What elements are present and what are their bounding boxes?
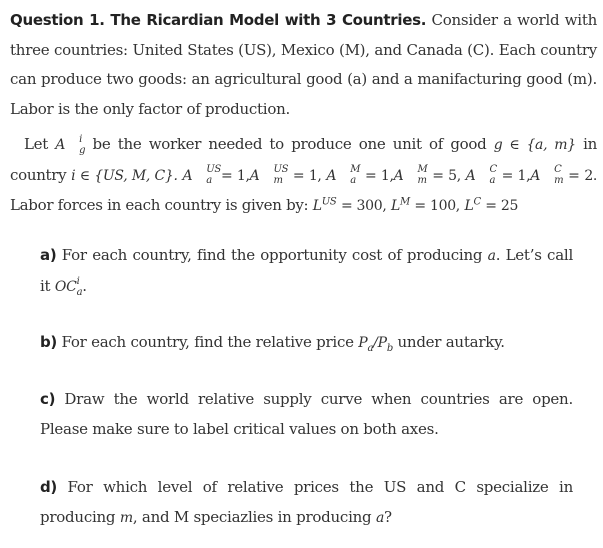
part-d-end: ? xyxy=(384,508,392,526)
setup-text: be the worker needed to produce one unit of good xyxy=(92,135,487,153)
question-intro xyxy=(10,0,597,124)
part-b-label: b) xyxy=(40,333,57,351)
labor-text: Labor forces in each country is given by: xyxy=(10,196,309,214)
intro-text: Consider a world with three countries: United States (US), Mexico (M), and Canada (C). Each country can produce two goods: an agricultural good (a) and a manifacturing good (m). Labor is the only factor of production. xyxy=(10,11,598,118)
part-c-text: Draw the world relative supply curve when countries are open. Please make sure to label critical values on both axes. xyxy=(40,390,573,438)
part-a-end: . xyxy=(82,277,87,295)
eq-l-m: = 100, xyxy=(414,198,460,214)
eq-m-c: = xyxy=(568,167,580,184)
var-L-US: $L^{US}$ xyxy=(312,196,337,214)
var-L-M: $L^M$ xyxy=(390,196,410,214)
var-OC-a-i: OC i a xyxy=(54,275,83,298)
part-b xyxy=(40,327,573,358)
let-word: Let xyxy=(24,135,48,153)
eq-m-us: = 1, xyxy=(292,167,322,184)
eq-a-us: = 1, xyxy=(220,167,250,184)
part-a-text: For each country, find the opportunity cost of producing xyxy=(61,246,483,264)
var-A-m-US: A US m xyxy=(249,164,289,186)
eq-l-us: = 300, xyxy=(340,198,387,214)
part-c xyxy=(40,384,573,444)
eq-a-c: = 1, xyxy=(501,167,531,184)
part-c-label: c) xyxy=(40,390,56,408)
part-a-label: a) xyxy=(40,246,57,264)
setup-paragraph xyxy=(10,130,597,222)
part-a-text2: . Let’s call it xyxy=(40,246,573,295)
eq-m-m: = 5, xyxy=(432,167,461,184)
var-L-C: $L^C$ xyxy=(464,196,481,214)
country-set: i ∈ {US, M, C}. xyxy=(71,167,178,184)
var-A-g-i: A i g xyxy=(55,133,86,156)
eq-l-c: = 25 xyxy=(485,198,519,214)
part-d-text2: , and M speciazlies in producing xyxy=(132,508,372,526)
part-d-var-m: m xyxy=(119,510,133,526)
in-country-text: in country xyxy=(10,135,598,184)
var-A-m-C: A C m xyxy=(530,164,564,186)
question-title: Question 1. The Ricardian Model with 3 Countries. xyxy=(10,11,427,29)
eq-a-m: = 1, xyxy=(364,167,394,184)
var-A-a-M: A M a xyxy=(326,164,361,186)
value-two: 2. xyxy=(584,167,598,184)
goods-set: g ∈ {a, m} xyxy=(493,137,576,153)
part-d xyxy=(40,472,573,533)
part-b-text: For each country, find the relative price xyxy=(61,333,354,351)
part-b-text2: under autarky. xyxy=(397,333,505,351)
var-A-a-C: A C a xyxy=(465,164,497,186)
part-a-var: a xyxy=(487,248,496,264)
var-A-a-US: A US a xyxy=(182,164,221,186)
part-a xyxy=(40,240,573,302)
part-d-text: For which level of relative prices the US and C specialize in producing xyxy=(40,478,573,526)
price-ratio: $P_a/P_b$ xyxy=(358,335,393,354)
part-d-var-a: a xyxy=(375,510,385,526)
part-d-label: d) xyxy=(40,478,57,496)
var-A-m-M: A M m xyxy=(393,164,428,186)
